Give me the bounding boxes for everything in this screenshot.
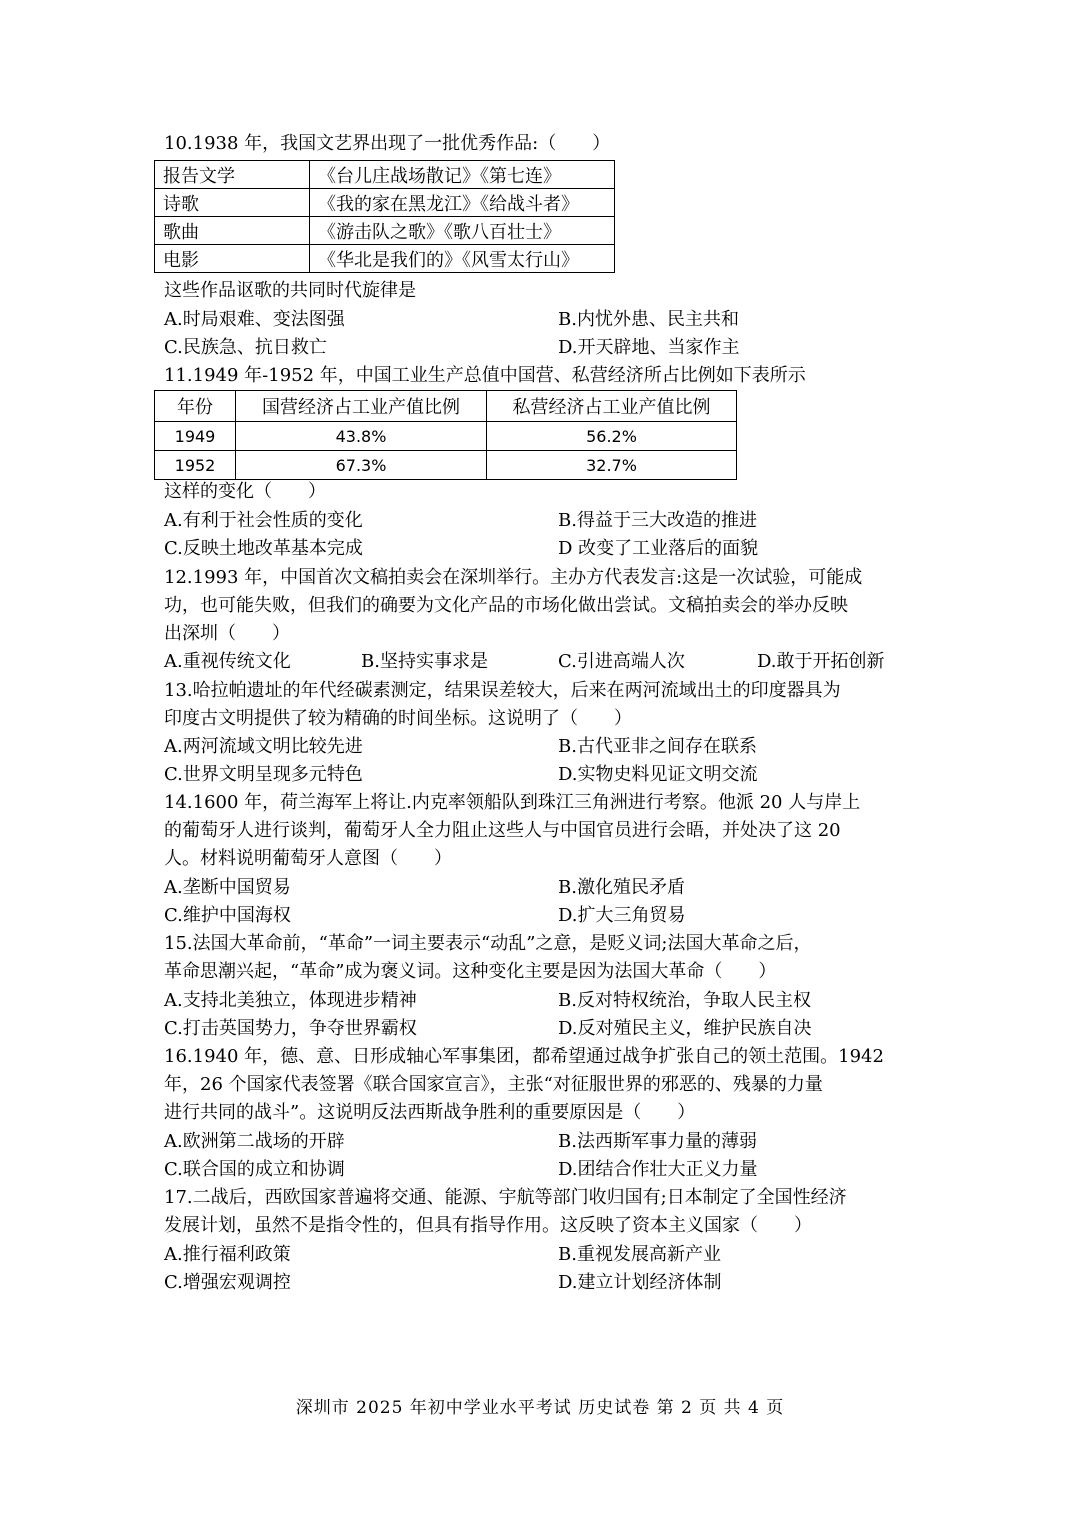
q14-option-c[interactable]: C.维护中国海权 [164, 905, 291, 926]
table-cell: 67.3% [236, 451, 487, 480]
q14-line-3: 人。材料说明葡萄牙人意图（ ） [164, 848, 452, 869]
q14-option-d[interactable]: D.扩大三角贸易 [558, 905, 686, 926]
q17-option-a[interactable]: A.推行福利政策 [164, 1244, 291, 1265]
q10-option-a[interactable]: A.时局艰难、变法图强 [164, 309, 345, 330]
q10-option-c[interactable]: C.民族急、抗日救亡 [164, 337, 327, 358]
table-cell: 《游击队之歌》《歌八百壮士》 [310, 217, 615, 245]
table-cell: 1952 [155, 451, 236, 480]
table-row [155, 422, 737, 451]
q16-option-a[interactable]: A.欧洲第二战场的开辟 [164, 1131, 345, 1152]
q11-option-a[interactable]: A.有利于社会性质的变化 [164, 510, 363, 531]
q15-option-a[interactable]: A.支持北美独立，体现进步精神 [164, 990, 417, 1011]
q17-line-2: 发展计划，虽然不是指令性的，但具有指导作用。这反映了资本主义国家（ ） [164, 1215, 812, 1236]
table-cell: 电影 [155, 245, 310, 273]
q10-option-b[interactable]: B.内忧外患、民主共和 [558, 309, 739, 330]
q15-option-c[interactable]: C.打击英国势力，争夺世界霸权 [164, 1018, 417, 1039]
q17-line-1: 17.二战后，西欧国家普遍将交通、能源、宇航等部门收归国有;日本制定了全国性经济 [164, 1187, 847, 1208]
q17-option-c[interactable]: C.增强宏观调控 [164, 1272, 291, 1293]
q15-line-2: 革命思潮兴起，“革命”成为褒义词。这种变化主要是因为法国大革命（ ） [164, 961, 777, 982]
q13-line-2: 印度古文明提供了较为精确的时间坐标。这说明了（ ） [164, 708, 632, 729]
q11-option-d[interactable]: D 改变了工业落后的面貌 [558, 538, 759, 559]
q12-option-b[interactable]: B.坚持实事求是 [361, 651, 488, 672]
table-cell: 32.7% [487, 451, 737, 480]
q16-option-b[interactable]: B.法西斯军事力量的薄弱 [558, 1131, 757, 1152]
q15-option-d[interactable]: D.反对殖民主义，维护民族自决 [558, 1018, 812, 1039]
q12-line-3: 出深圳（ ） [164, 623, 290, 644]
q12-line-1: 12.1993 年，中国首次文稿拍卖会在深圳举行。主办方代表发言:这是一次试验，可能成 [164, 567, 863, 588]
q10-followup: 这些作品讴歌的共同时代旋律是 [164, 280, 416, 301]
table-row [155, 189, 615, 217]
q16-line-2: 年，26 个国家代表签署《联合国家宣言》，主张“对征服世界的邪恶的、残暴的力量 [164, 1074, 823, 1095]
q16-option-d[interactable]: D.团结合作壮大正义力量 [558, 1159, 758, 1180]
table-cell: 《台儿庄战场散记》《第七连》 [310, 161, 615, 189]
table-header: 年份 [155, 391, 236, 422]
table-row [155, 245, 615, 273]
q15-line-1: 15.法国大革命前，“革命”一词主要表示“动乱”之意，是贬义词;法国大革命之后， [164, 933, 812, 954]
q16-line-3: 进行共同的战斗”。这说明反法西斯战争胜利的重要原因是（ ） [164, 1102, 696, 1123]
table-cell: 诗歌 [155, 189, 310, 217]
table-cell: 43.8% [236, 422, 487, 451]
q13-option-a[interactable]: A.两河流域文明比较先进 [164, 736, 363, 757]
q12-option-d[interactable]: D.敢于开拓创新 [757, 651, 885, 672]
q14-line-2: 的葡萄牙人进行谈判，葡萄牙人全力阻止这些人与中国官员进行会晤，并处决了这 20 [164, 820, 841, 841]
q10-stem: 10.1938 年，我国文艺界出现了一批优秀作品:（ ） [164, 133, 611, 154]
q13-option-b[interactable]: B.古代亚非之间存在联系 [558, 736, 757, 757]
q10-option-d[interactable]: D.开天辟地、当家作主 [558, 337, 740, 358]
q12-line-2: 功，也可能失败，但我们的确要为文化产品的市场化做出尝试。文稿拍卖会的举办反映 [164, 595, 848, 616]
q14-option-b[interactable]: B.激化殖民矛盾 [558, 877, 685, 898]
q13-option-c[interactable]: C.世界文明呈现多元特色 [164, 764, 363, 785]
table-cell: 报告文学 [155, 161, 310, 189]
table-header: 国营经济占工业产值比例 [236, 391, 487, 422]
table-cell: 《我的家在黑龙江》《给战斗者》 [310, 189, 615, 217]
page-footer: 深圳市 2025 年初中学业水平考试 历史试卷 第 2 页 共 4 页 [295, 1398, 785, 1418]
q16-option-c[interactable]: C.联合国的成立和协调 [164, 1159, 345, 1180]
q14-option-a[interactable]: A.垄断中国贸易 [164, 877, 291, 898]
q11-stem: 11.1949 年-1952 年，中国工业生产总值中国营、私营经济所占比例如下表所示 [164, 365, 806, 386]
q17-option-d[interactable]: D.建立计划经济体制 [558, 1272, 722, 1293]
q13-option-d[interactable]: D.实物史料见证文明交流 [558, 764, 758, 785]
q11-followup: 这样的变化（ ） [164, 481, 326, 502]
q15-option-b[interactable]: B.反对特权统治，争取人民主权 [558, 990, 811, 1011]
q16-line-1: 16.1940 年，德、意、日形成轴心军事集团，都希望通过战争扩张自己的领土范围。1942 [164, 1046, 884, 1067]
table-row [155, 217, 615, 245]
q13-line-1: 13.哈拉帕遗址的年代经碳素测定，结果误差较大，后来在两河流域出土的印度器具为 [164, 680, 841, 701]
table-cell: 歌曲 [155, 217, 310, 245]
q12-option-c[interactable]: C.引进高端人次 [558, 651, 685, 672]
q14-line-1: 14.1600 年，荷兰海军上将让.内克率领船队到珠江三角洲进行考察。他派 20 人与岸上 [164, 792, 861, 813]
q12-option-a[interactable]: A.重视传统文化 [164, 651, 291, 672]
table-cell: 1949 [155, 422, 236, 451]
table-header-row [155, 391, 737, 422]
q17-option-b[interactable]: B.重视发展高新产业 [558, 1244, 721, 1265]
q10-table [154, 160, 615, 273]
q11-option-b[interactable]: B.得益于三大改造的推进 [558, 510, 757, 531]
table-cell: 《华北是我们的》《风雪太行山》 [310, 245, 615, 273]
table-row [155, 161, 615, 189]
q11-option-c[interactable]: C.反映土地改革基本完成 [164, 538, 363, 559]
q11-table [154, 390, 737, 480]
table-cell: 56.2% [487, 422, 737, 451]
table-row [155, 451, 737, 480]
table-header: 私营经济占工业产值比例 [487, 391, 737, 422]
